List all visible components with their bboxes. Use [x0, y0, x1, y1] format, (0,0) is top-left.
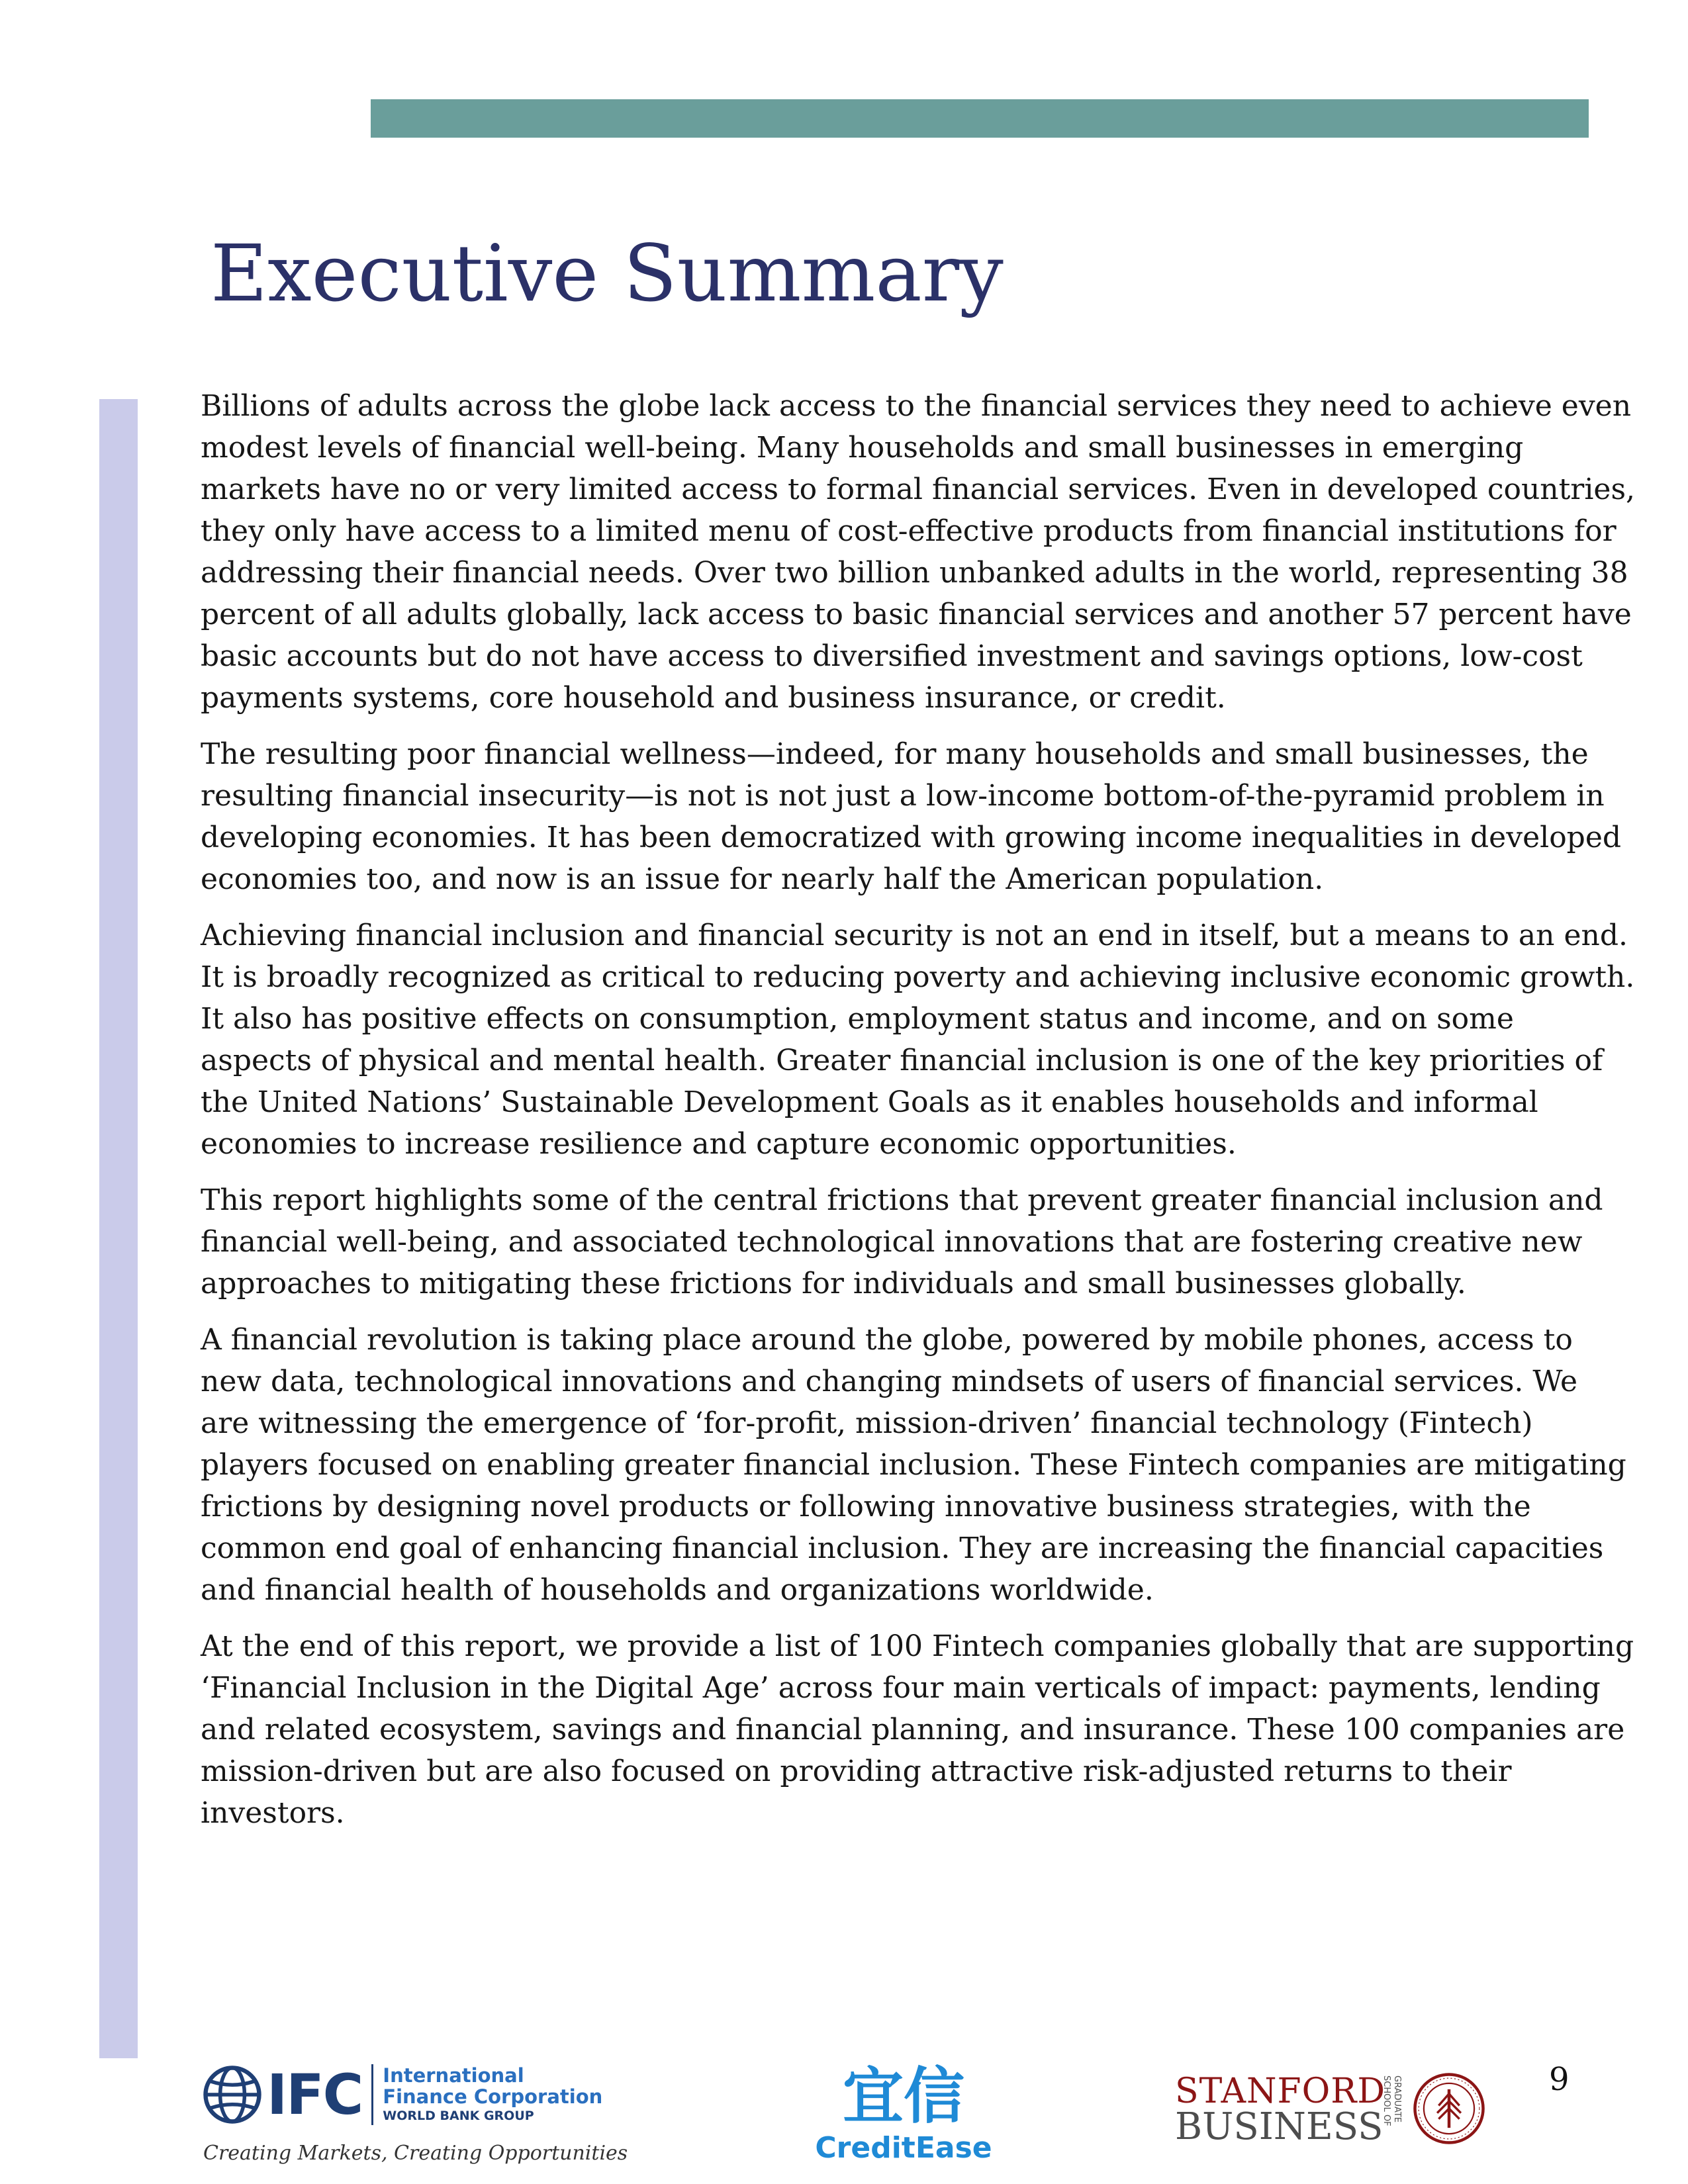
text-line: and financial health of households and organizations worldwide. — [201, 1573, 1154, 1607]
text-line: Achieving financial inclusion and financial security is not an end in itself, but a means to an end. — [201, 919, 1628, 952]
ifc-wordmark: IFC — [267, 2062, 363, 2127]
gsb-vertical-line-2: SCHOOL OF — [1382, 2075, 1391, 2126]
text-line: economies to increase resilience and capture economic opportunities. — [201, 1127, 1237, 1161]
text-line: they only have access to a limited menu of cost-effective products from financial institutions for — [201, 514, 1617, 548]
ifc-name-line-2: Finance Corporation — [383, 2085, 603, 2108]
text-line: investors. — [201, 1796, 345, 1830]
text-line: The resulting poor financial wellness—indeed, for many households and small businesses, the — [201, 737, 1589, 771]
ifc-divider — [371, 2064, 373, 2125]
paragraph-3 — [201, 915, 1635, 1165]
text-line: It also has positive effects on consumption, employment status and income, and on some — [201, 1002, 1514, 1036]
side-accent-bar — [99, 399, 138, 2058]
header-accent-bar — [371, 99, 1589, 138]
text-line: approaches to mitigating these frictions for individuals and small businesses globally. — [201, 1267, 1466, 1300]
text-line: basic accounts but do not have access to diversified investment and savings options, low-cost — [201, 639, 1583, 673]
ifc-name-line-1: International — [383, 2064, 524, 2087]
gsb-vertical-line-1: GRADUATE — [1392, 2075, 1402, 2123]
text-line: At the end of this report, we provide a list of 100 Fintech companies globally that are supporting — [201, 1629, 1634, 1663]
text-line: markets have no or very limited access to formal financial services. Even in developed countries, — [201, 473, 1636, 506]
paragraph-5 — [201, 1319, 1626, 1611]
footer — [0, 2038, 1688, 2184]
paragraph-1 — [201, 385, 1636, 719]
text-line: economies too, and now is an issue for nearly half the American population. — [201, 862, 1324, 896]
ifc-logo — [202, 2058, 628, 2177]
page-title: Executive Summary — [211, 228, 1004, 319]
ifc-tagline: Creating Markets, Creating Opportunities — [203, 2142, 628, 2165]
globe-icon — [202, 2064, 263, 2125]
paragraph-6 — [201, 1625, 1634, 1834]
creditease-chinese-mark: 宜信 — [842, 2061, 964, 2132]
text-line: Billions of adults across the globe lack access to the financial services they need to achieve even — [201, 389, 1632, 423]
text-line: modest levels of financial well-being. Many households and small businesses in emerging — [201, 431, 1524, 465]
creditease-logo — [814, 2061, 993, 2183]
text-line: players focused on enabling greater financial inclusion. These Fintech companies are mitigating — [201, 1448, 1626, 1482]
text-line: addressing their financial needs. Over two billion unbanked adults in the world, representing 38 — [201, 556, 1628, 590]
text-line: new data, technological innovations and changing mindsets of users of financial services. We — [201, 1365, 1578, 1398]
text-line: resulting financial insecurity—is not is not just a low-income bottom-of-the-pyramid problem in — [201, 779, 1605, 813]
text-line: It is broadly recognized as critical to reducing poverty and achieving inclusive economic growth. — [201, 960, 1635, 994]
text-line: payments systems, core household and business insurance, or credit. — [201, 681, 1226, 715]
page-number: 9 — [1549, 2061, 1570, 2098]
text-line: This report highlights some of the central frictions that prevent greater financial inclusion and — [201, 1183, 1603, 1217]
text-line: developing economies. It has been democratized with growing income inequalities in developed — [201, 821, 1622, 854]
body-text — [201, 385, 1636, 1848]
text-line: and related ecosystem, savings and financial planning, and insurance. These 100 companies are — [201, 1713, 1625, 1747]
business-wordmark: BUSINESS — [1175, 2105, 1383, 2148]
creditease-wordmark: CreditEase — [815, 2131, 992, 2165]
text-line: financial well-being, and associated technological innovations that are fostering creative new — [201, 1225, 1583, 1259]
ifc-logo-row — [202, 2058, 602, 2131]
ifc-group-label: WORLD BANK GROUP — [383, 2109, 534, 2123]
gsb-vertical-label — [1377, 2074, 1409, 2148]
paragraph-4 — [201, 1179, 1603, 1304]
text-line: ‘Financial Inclusion in the Digital Age’ across four main verticals of impact: payments, lending — [201, 1671, 1601, 1705]
ifc-names — [383, 2065, 602, 2124]
text-line: are witnessing the emergence of ‘for-profit, mission-driven’ financial technology (Fintech) — [201, 1406, 1533, 1440]
stanford-gsb-logo — [1175, 2071, 1486, 2171]
text-line: A financial revolution is taking place around the globe, powered by mobile phones, access to — [201, 1323, 1573, 1357]
text-line: the United Nations’ Sustainable Development Goals as it enables households and informal — [201, 1085, 1538, 1119]
text-line: aspects of physical and mental health. Greater financial inclusion is one of the key priorities of — [201, 1044, 1603, 1077]
stanford-seal-icon — [1412, 2071, 1486, 2146]
text-line: percent of all adults globally, lack access to basic financial services and another 57 percent have — [201, 598, 1632, 631]
text-line: frictions by designing novel products or following innovative business strategies, with the — [201, 1490, 1531, 1524]
text-line: mission-driven but are also focused on providing attractive risk-adjusted returns to their — [201, 1754, 1512, 1788]
text-line: common end goal of enhancing financial inclusion. They are increasing the financial capacities — [201, 1531, 1604, 1565]
stanford-wordmark: STANFORD — [1175, 2071, 1386, 2111]
paragraph-2 — [201, 733, 1622, 900]
